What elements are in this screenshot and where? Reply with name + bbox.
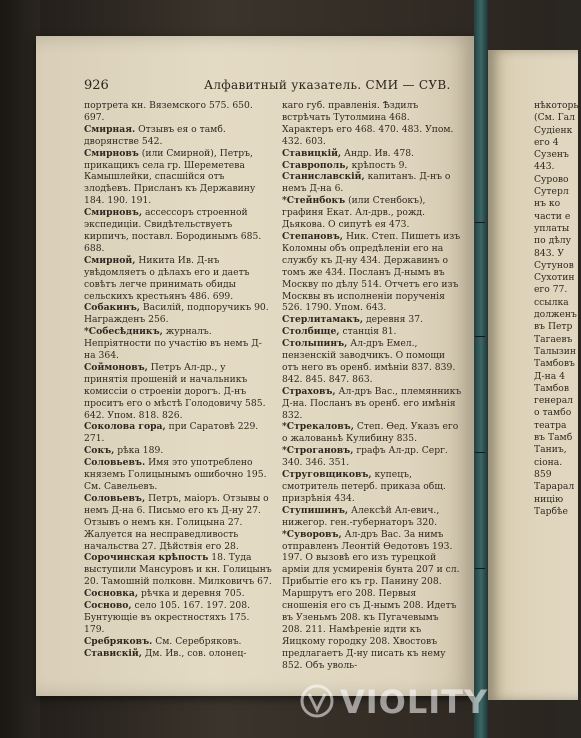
entry-headword: Стерлитамакъ, bbox=[282, 314, 364, 326]
facing-page-line: Тамбов bbox=[534, 382, 569, 394]
entry-text: деревня 37. bbox=[365, 314, 423, 326]
entry-headword: Соловьевъ, bbox=[84, 492, 146, 504]
facing-page-line: о тамбо bbox=[534, 407, 572, 419]
entry-text: (или Смирной), Петръ, прикащикъ села гр. Шереметева Камышлейки, спасшійся отъ злодѣевъ. Присланъ къ Державину 184. 190. 191. bbox=[84, 147, 256, 207]
entry-headword: Сребряковъ. bbox=[84, 635, 153, 647]
facing-page-line: нъ ко bbox=[534, 198, 561, 210]
entry-text: Андр. Ив. 478. bbox=[344, 147, 414, 159]
index-entry bbox=[282, 386, 462, 422]
entry-text: Ник. Степ. Пишетъ изъ Коломны объ опредѣленіи его на службу къ Д-ну 434. Державинъ о томъ же 434. Посланъ Д-нымъ въ Москву по дѣлу 514. Отчетъ его изъ Москвы въ исполненіи порученія 526. 1790. Упом. 643. bbox=[282, 230, 461, 314]
index-entry bbox=[84, 148, 272, 208]
watermark-logo-icon bbox=[300, 684, 334, 718]
entry-headword: Смирновъ bbox=[84, 147, 139, 159]
entry-text: при Саратовѣ 229. 271. bbox=[84, 421, 259, 445]
spine-stitch-mark bbox=[475, 568, 485, 569]
facing-page-line: Сутерл bbox=[534, 186, 569, 198]
running-head: Алфавитный указатель. СМИ — СУВ. bbox=[204, 78, 451, 92]
index-entry bbox=[282, 231, 462, 314]
facing-page-line: нѣкоторы bbox=[534, 100, 581, 111]
entry-text: село 105. 167. 197. 208. Бунтующіе въ окрестностяхъ 175. 179. bbox=[84, 600, 250, 635]
facing-page-line: театра bbox=[534, 419, 567, 431]
entry-text: купецъ, смотритель петерб. приказа общ. призрѣнія 434. bbox=[282, 469, 446, 504]
index-entry bbox=[84, 326, 272, 362]
entry-headword: Сорочинская крѣпость bbox=[84, 552, 209, 564]
spine-stitch-mark bbox=[475, 222, 485, 223]
entry-headword: *Стейнбокъ bbox=[282, 195, 346, 207]
entry-text: каго губ. правленія. Ѣздилъ встрѣчать Тутолмина 468. Характеръ его 468. 470. 483. Упом. 432. 603. bbox=[282, 100, 454, 147]
index-entry bbox=[84, 124, 272, 148]
facing-page-line: Судіенк bbox=[534, 124, 573, 136]
index-entry bbox=[282, 529, 462, 672]
entry-text: ассессоръ строенной экспедиціи. Свидѣтельствуетъ кирпичъ, поставл. Бородинымъ 685. 688. bbox=[84, 207, 262, 254]
watermark-text: VIOLITY bbox=[340, 683, 489, 721]
index-entry bbox=[84, 445, 272, 457]
facing-page-line: долженъ bbox=[534, 309, 577, 321]
entry-text: рѣчка и деревня 705. bbox=[140, 588, 245, 600]
entry-text: рѣка 189. bbox=[117, 445, 164, 457]
index-entry bbox=[84, 100, 272, 124]
index-entry bbox=[84, 493, 272, 553]
entry-headword: Столыпинъ, bbox=[282, 338, 348, 350]
index-entry bbox=[84, 362, 272, 422]
facing-page-line: (См. Гал bbox=[534, 112, 575, 124]
index-entry bbox=[282, 314, 462, 326]
entry-headword: Собакинъ, bbox=[84, 302, 140, 314]
facing-page-line: 859 bbox=[534, 468, 552, 480]
index-entry bbox=[282, 445, 462, 469]
index-entry bbox=[84, 255, 272, 303]
entry-text: Василій, подпоручикъ 90. Награжденъ 256. bbox=[84, 302, 269, 326]
entry-text: Ал-дръ Вас. За нимъ отправленъ Леонтій Ѳедотовъ 193. 197. О вызовѣ его изъ турецкой арміи для усмиренія бунта 207 и сл. Прибытіе его къ гр. Панину 208. Маршрутъ его 208. Первыя сношенія его съ Д-нымъ 208. Идетъ въ Узеньмъ 208. къ Пугачевымъ 208. 211. Намѣреніе идти къ Яицкому городку 208. Хвостовъ предлагаетъ Д-ну писать къ нему 852. Объ уволь- bbox=[282, 528, 460, 671]
entry-text: Дм. Ив., сов. олонец- bbox=[144, 647, 247, 659]
entry-headword: *Стрекаловъ, bbox=[282, 421, 354, 433]
entry-headword: Сосново, bbox=[84, 600, 132, 612]
index-entry bbox=[282, 421, 462, 445]
facing-page-line: уплаты bbox=[534, 222, 570, 234]
facing-page-line: Сухотин bbox=[534, 272, 575, 284]
entry-text: крѣпость 9. bbox=[351, 159, 408, 171]
entry-text: Ал-дръ Вас., племянникъ Д-на. Посланъ въ оренб. его имѣнія 832. bbox=[282, 385, 462, 421]
entry-text: 18. Туда выступили Мансуровъ и кн. Голицынъ 20. Тамошній полковн. Милковичъ 67. bbox=[84, 552, 272, 588]
facing-page-line: въ Тамб bbox=[534, 432, 573, 444]
entry-headword: *Суворовъ, bbox=[282, 528, 342, 540]
index-entry bbox=[282, 469, 462, 505]
entry-headword: Сосновка, bbox=[84, 588, 139, 600]
index-entry bbox=[84, 600, 272, 636]
entry-headword: Смирная. bbox=[84, 123, 136, 135]
entry-headword: Страховъ, bbox=[282, 385, 336, 397]
index-entry bbox=[282, 195, 462, 231]
facing-page-column bbox=[534, 100, 581, 518]
index-entry bbox=[84, 648, 272, 660]
entry-headword: Станиславскій, bbox=[282, 171, 365, 183]
facing-page-line: части е bbox=[534, 210, 571, 222]
index-entry bbox=[282, 505, 462, 529]
facing-page-line: его 4 bbox=[534, 136, 559, 148]
index-entry bbox=[282, 171, 462, 195]
index-entry bbox=[84, 457, 272, 493]
facing-page-line: въ Петр bbox=[534, 321, 573, 333]
facing-page-line: по дѣлу bbox=[534, 235, 572, 247]
entry-text: Степ. Ѳед. Указъ его о жалованьѣ Кулибину 835. bbox=[282, 421, 459, 445]
book-gutter-spine bbox=[474, 0, 488, 738]
entry-text: портрета кн. Вяземского 575. 650. 697. bbox=[84, 100, 253, 123]
entry-headword: Соловьевъ. bbox=[84, 457, 146, 469]
index-entry bbox=[84, 302, 272, 326]
entry-text: (или Стенбокъ), графиня Екат. Ал-дрв., рожд. Дьякова. О сипутѣ ея 473. bbox=[282, 195, 426, 231]
book-cover-edge bbox=[0, 0, 40, 738]
facing-page-line: Тарарал bbox=[534, 481, 575, 493]
entry-text: капитанъ. Д-нъ о немъ Д-на 6. bbox=[282, 171, 451, 195]
facing-page-line: Тагаевъ bbox=[534, 333, 573, 345]
facing-page-line: Таниъ, bbox=[534, 444, 567, 456]
entry-text: Алексѣй Ал-евич., нижегор. ген.-губернаторъ 320. bbox=[282, 504, 440, 528]
facing-page-line: Сузенъ bbox=[534, 149, 569, 161]
index-entry bbox=[84, 207, 272, 255]
facing-page-line: Сурово bbox=[534, 173, 569, 185]
facing-page-line: Д-на 4 bbox=[534, 370, 565, 382]
entry-headword: *Строгановъ, bbox=[282, 445, 354, 457]
entry-headword: Ступишинъ, bbox=[282, 504, 349, 516]
index-entry bbox=[84, 588, 272, 600]
entry-headword: *Собесѣдникъ, bbox=[84, 326, 163, 338]
facing-page-line: его 77. bbox=[534, 284, 568, 296]
index-entry bbox=[84, 636, 272, 648]
entry-text: Петръ, маіоръ. Отзывы о немъ Д-на 6. Письмо его къ Д-ну 27. Отзывъ о немъ кн. Голицына 27. Жалуется на несправедливость начальства 27. Дѣйствія его 28. bbox=[84, 492, 269, 552]
entry-text: Петръ Ал-др., у принятія прошеній и начальникъ комиссіи о строеніи дорогъ. Д-нъ проситъ его о мѣстѣ Голодовичу 585. 642. Упом. 818. 826. bbox=[84, 361, 266, 421]
entry-headword: Степановъ, bbox=[282, 230, 344, 242]
facing-page-line: Тамбовъ bbox=[534, 358, 575, 370]
entry-headword: Смирновъ, bbox=[84, 207, 143, 219]
entry-headword: Ставрополь, bbox=[282, 159, 349, 171]
facing-page-line: ницію bbox=[534, 493, 564, 505]
right-text-column bbox=[282, 100, 462, 672]
facing-page-line: 443. bbox=[534, 161, 555, 173]
entry-text: журналъ. Непріятности по участію въ немъ Д-на 364. bbox=[84, 326, 262, 362]
page-number: 926 bbox=[84, 78, 109, 93]
index-entry bbox=[282, 148, 462, 160]
entry-text: Отзывъ ея о тамб. дворянстве 542. bbox=[84, 123, 226, 147]
index-entry bbox=[282, 326, 462, 338]
entry-text: графъ Ал-др. Серг. 340. 346. 351. bbox=[282, 445, 448, 469]
facing-page-line: ссылка bbox=[534, 296, 569, 308]
entry-text: Ал-дръ Емел., пензенскій заводчикъ. О помощи отъ него въ оренб. имѣніи 837. 839. 842. 845. 847. 863. bbox=[282, 338, 456, 385]
index-entry bbox=[282, 100, 462, 148]
entry-text: См. Серебряковъ. bbox=[155, 635, 242, 647]
entry-headword: Струговщиковъ, bbox=[282, 469, 372, 481]
index-entry bbox=[84, 421, 272, 445]
entry-headword: Ставискій, bbox=[84, 647, 142, 659]
entry-text: Никита Ив. Д-нъ увѣдомляетъ о дѣлахъ его и даетъ совѣтъ легче принимать обиды сельскихъ крестьянъ 486. 699. bbox=[84, 254, 250, 302]
entry-headword: Столбище, bbox=[282, 326, 340, 338]
index-entry bbox=[84, 552, 272, 588]
facing-page-line: 843. У bbox=[534, 247, 565, 259]
facing-page-line: сіона. bbox=[534, 456, 563, 468]
left-text-column bbox=[84, 100, 272, 660]
facing-page-line: генерал bbox=[534, 395, 574, 407]
facing-page-line: Тарбѣе bbox=[534, 505, 568, 517]
facing-page-line: Талызин bbox=[534, 345, 577, 357]
entry-text: Имя это употреблено княземъ Голицынымъ ошибочно 195. См. Савельевъ. bbox=[84, 457, 267, 492]
spine-stitch-mark bbox=[475, 452, 485, 453]
entry-text: станція 81. bbox=[342, 326, 397, 338]
entry-headword: Соколова гора, bbox=[84, 421, 166, 433]
index-entry bbox=[282, 160, 462, 172]
entry-headword: Сокъ, bbox=[84, 445, 115, 457]
entry-headword: Ставицкій, bbox=[282, 147, 342, 159]
entry-headword: Смирной, bbox=[84, 254, 136, 266]
entry-headword: Соймоновъ, bbox=[84, 361, 148, 373]
spine-stitch-mark bbox=[475, 336, 485, 337]
facing-page-line: Сутунов bbox=[534, 259, 574, 271]
index-entry bbox=[282, 338, 462, 386]
